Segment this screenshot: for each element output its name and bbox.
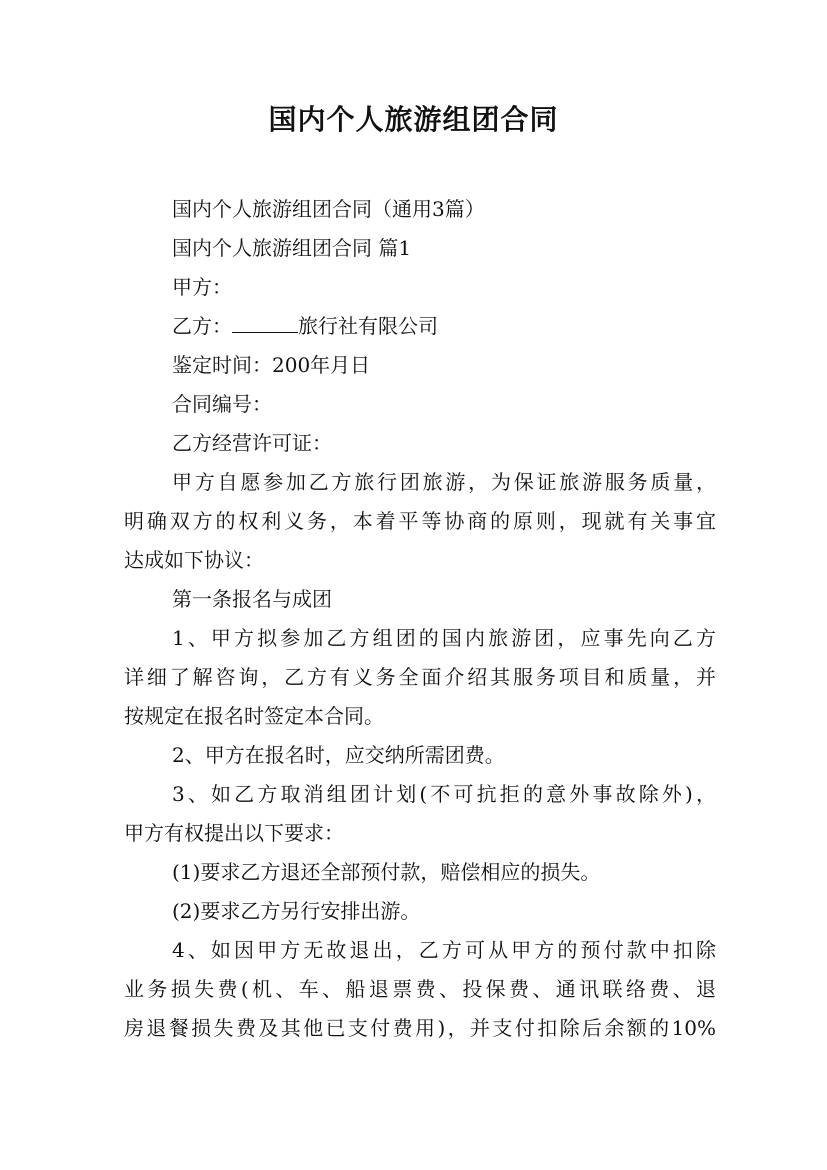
license-line: 乙方经营许可证： bbox=[172, 431, 332, 455]
party-b-line bbox=[124, 307, 716, 346]
paragraph-line: 1、甲方拟参加乙方组团的国内旅游团，应事先向乙方 bbox=[172, 626, 716, 650]
document-title: 国内个人旅游组团合同 bbox=[268, 103, 559, 136]
paragraph-line: 2、甲方在报名时，应交纳所需团费。 bbox=[172, 743, 505, 767]
contract-number-line: 合同编号： bbox=[172, 392, 272, 416]
section-heading: 第一条报名与成团 bbox=[172, 587, 332, 611]
paragraph-line: 业务损失费(机、车、船退票费、投保费、通讯联络费、退 bbox=[124, 977, 716, 1001]
paragraph-line: 明确双方的权利义务，本着平等协商的原则，现就有关事宜 bbox=[124, 509, 716, 533]
paragraph-line: 4、如因甲方无故退出，乙方可从甲方的预付款中扣除 bbox=[172, 938, 716, 962]
party-b-label: 乙方： bbox=[172, 314, 232, 338]
paragraph-subtitle: 国内个人旅游组团合同（通用3篇） bbox=[172, 197, 485, 221]
party-b-name: 旅行社有限公司 bbox=[298, 314, 438, 338]
paragraph-line: 甲方自愿参加乙方旅行团旅游，为保证旅游服务质量， bbox=[172, 470, 716, 494]
blank-underline bbox=[232, 312, 298, 333]
paragraph-line: 甲方有权提出以下要求： bbox=[124, 821, 344, 845]
paragraph-line: (1)要求乙方退还全部预付款，赔偿相应的损失。 bbox=[172, 860, 601, 884]
paragraph-line: 3、如乙方取消组团计划(不可抗拒的意外事故除外)， bbox=[172, 782, 716, 806]
paragraph-line: 房退餐损失费及其他已支付费用)，并支付扣除后余额的10% bbox=[124, 1016, 716, 1040]
appraisal-date-line: 鉴定时间：200年月日 bbox=[172, 353, 371, 377]
document-body bbox=[124, 190, 716, 1048]
paragraph-line: (2)要求乙方另行安排出游。 bbox=[172, 899, 421, 923]
paragraph-line: 达成如下协议： bbox=[124, 548, 264, 572]
paragraph-line: 按规定在报名时签定本合同。 bbox=[124, 704, 384, 728]
party-a-line: 甲方： bbox=[172, 275, 232, 299]
paragraph-part-heading: 国内个人旅游组团合同 篇1 bbox=[172, 236, 412, 260]
paragraph-line: 详细了解咨询，乙方有义务全面介绍其服务项目和质量，并 bbox=[124, 665, 716, 689]
